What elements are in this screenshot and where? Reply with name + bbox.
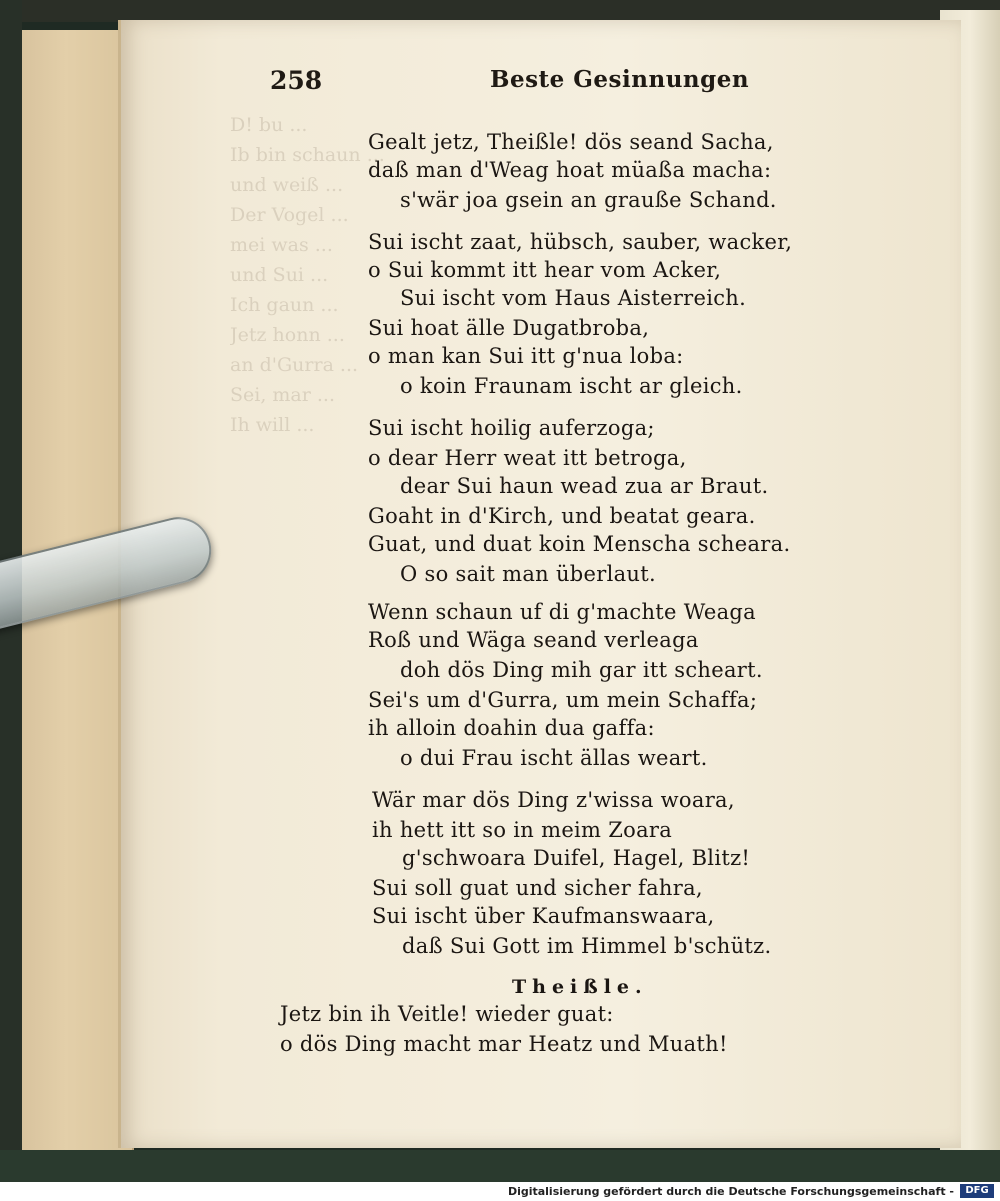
- speaker-heading: Theißle.: [512, 976, 648, 998]
- dfg-logo: DFG: [960, 1184, 994, 1198]
- reply-line: o dös Ding macht mar Heatz und Muath!: [280, 1032, 728, 1056]
- page-number: 258: [270, 66, 323, 95]
- verse-line: s'wär joa gsein an grauße Schand.: [400, 188, 777, 212]
- verse-line: o man kan Sui itt g'nua loba:: [368, 344, 684, 368]
- verse-line: Guat, und duat koin Menscha scheara.: [368, 532, 791, 556]
- funding-credit: Digitalisierung gefördert durch die Deutsche Forschungsgemeinschaft -: [507, 1185, 954, 1198]
- verse-line: doh dös Ding mih gar itt scheart.: [400, 658, 763, 682]
- verse-line: daß man d'Weag hoat müaßa macha:: [368, 158, 772, 182]
- verse-line: Sei's um d'Gurra, um mein Schaffa;: [368, 688, 758, 712]
- verse-line: Sui ischt vom Haus Aisterreich.: [400, 286, 747, 310]
- verse-line: dear Sui haun wead zua ar Braut.: [400, 474, 769, 498]
- verse-line: Gealt jetz, Theißle! dös seand Sacha,: [368, 130, 774, 154]
- footer-bar: [0, 1182, 1000, 1201]
- verse-line: Wenn schaun uf di g'machte Weaga: [368, 600, 756, 624]
- verse-line: g'schwoara Duifel, Hagel, Blitz!: [402, 846, 751, 870]
- verse-line: Sui soll guat und sicher fahra,: [372, 876, 703, 900]
- verse-line: O so sait man überlaut.: [400, 562, 656, 586]
- verse-line: Roß und Wäga seand verleaga: [368, 628, 699, 652]
- verse-line: ih alloin doahin dua gaffa:: [368, 716, 655, 740]
- verse-line: o koin Fraunam ischt ar gleich.: [400, 374, 743, 398]
- verse-line: Sui hoat älle Dugatbroba,: [368, 316, 650, 340]
- verse-line: Sui ischt zaat, hübsch, sauber, wacker,: [368, 230, 793, 254]
- verse-line: Sui ischt hoilig auferzoga;: [368, 416, 655, 440]
- verse-line: o Sui kommt itt hear vom Acker,: [368, 258, 722, 282]
- bleed-through-text: D! bu ... Ib bin schaun ... und weiß ... Der Vogel ... mei was ... und Sui ... Ich gaun ... Jetz honn ... an d'Gurra ... Sei, mar ... Ih will ...: [230, 114, 385, 436]
- scan-background-bottom: [0, 1150, 1000, 1182]
- verse-line: Wär mar dös Ding z'wissa woara,: [372, 788, 735, 812]
- verse-line: Goaht in d'Kirch, und beatat geara.: [368, 504, 756, 528]
- reply-line: Jetz bin ih Veitle! wieder guat:: [280, 1002, 614, 1026]
- verse-line: Sui ischt über Kaufmanswaara,: [372, 904, 715, 928]
- verse-line: o dear Herr weat itt betroga,: [368, 446, 687, 470]
- scan-background-top: [0, 0, 1000, 22]
- verse-line: o dui Frau ischt ällas weart.: [400, 746, 708, 770]
- running-head: Beste Gesinnungen: [490, 66, 750, 93]
- verse-line: ih hett itt so in meim Zoara: [372, 818, 673, 842]
- verse-line: daß Sui Gott im Himmel b'schütz.: [402, 934, 772, 958]
